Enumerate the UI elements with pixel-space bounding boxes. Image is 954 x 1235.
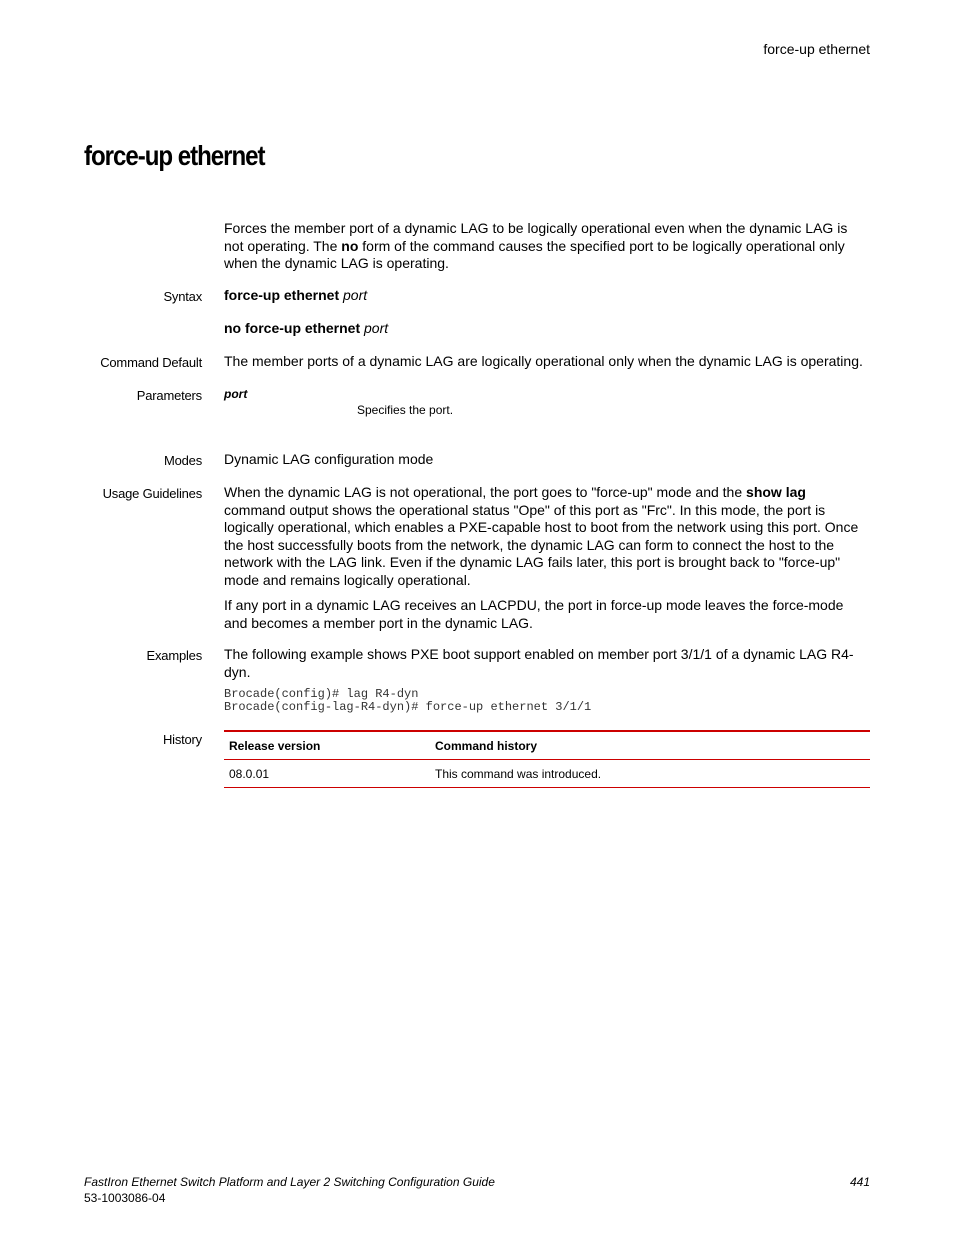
usage-paragraph-2: If any port in a dynamic LAG receives an LACPDU, the port in force-up mode leaves the force-mode and becomes a member port in the dynamic LAG. xyxy=(224,597,844,631)
syntax-command: force-up ethernet xyxy=(224,287,340,303)
column-header-release-version: Release version xyxy=(224,731,430,760)
syntax-line-1 xyxy=(224,287,870,305)
modes-label: Modes xyxy=(163,453,202,468)
usage-bold-show-lag: show lag xyxy=(746,484,806,500)
history-header-row xyxy=(224,731,870,760)
page-title: force-up ethernet xyxy=(84,140,265,171)
footer xyxy=(84,1175,495,1206)
examples-label: Examples xyxy=(146,648,202,663)
parameter-description: Specifies the port. xyxy=(357,403,454,417)
running-header: force-up ethernet xyxy=(763,41,870,57)
table-row xyxy=(224,760,870,788)
footer-guide-title: FastIron Ethernet Switch Platform and Layer 2 Switching Configuration Guide xyxy=(84,1175,495,1189)
page-number: 441 xyxy=(849,1175,870,1189)
syntax-no-command: no force-up ethernet xyxy=(224,320,361,336)
usage-guidelines xyxy=(224,484,870,632)
example-code-block xyxy=(224,688,591,713)
syntax-no-argument: port xyxy=(364,320,389,336)
command-default-label: Command Default xyxy=(100,355,202,370)
syntax-line-2 xyxy=(224,320,870,338)
usage-text-2: command output shows the operational status "Ope" of this port as "Frc". In this mode, the port is logically operational, which enables a PXE-capable host to boot from the network using this port. Once the host successfully boots from the network, the dynamic LAG can form to connect the host to the network with the LAG link. Even if the dynamic LAG fails later, this port is brought back to "force-up" mode and remains logically operational. xyxy=(224,501,859,588)
examples-intro: The following example shows PXE boot support enabled on member port 3/1/1 of a dynamic LAG R4-dyn. xyxy=(224,646,854,680)
usage-guidelines-label: Usage Guidelines xyxy=(102,486,202,501)
description-text-1: Forces the member port of a dynamic LAG to be logically operational even when the dynamic LAG is not operating. The xyxy=(224,220,848,254)
syntax-label: Syntax xyxy=(163,289,202,304)
release-version-cell: 08.0.01 xyxy=(224,760,430,788)
description-bold-no: no xyxy=(341,237,359,254)
column-header-command-history: Command history xyxy=(430,731,870,760)
history-table xyxy=(224,730,870,788)
code-line: Brocade(config)# lag R4-dyn xyxy=(224,687,419,701)
parameters-label: Parameters xyxy=(136,388,202,403)
command-description xyxy=(224,220,870,273)
description-text-2: form of the command causes the specified port to be logically operational only when the dynamic LAG is operating. xyxy=(224,237,845,271)
modes-text: Dynamic LAG configuration mode xyxy=(224,451,434,467)
usage-text-1: When the dynamic LAG is not operational, the port goes to "force-up" mode and the xyxy=(224,484,747,500)
command-history-cell: This command was introduced. xyxy=(430,760,870,788)
syntax-argument: port xyxy=(343,287,368,303)
history-label: History xyxy=(162,732,202,747)
command-default-text: The member ports of a dynamic LAG are logically operational only when the dynamic LAG is operating. xyxy=(224,353,863,369)
parameter-name: port xyxy=(224,387,248,401)
footer-doc-number: 53-1003086-04 xyxy=(84,1190,166,1205)
code-line: Brocade(config-lag-R4-dyn)# force-up ethernet 3/1/1 xyxy=(224,699,592,714)
